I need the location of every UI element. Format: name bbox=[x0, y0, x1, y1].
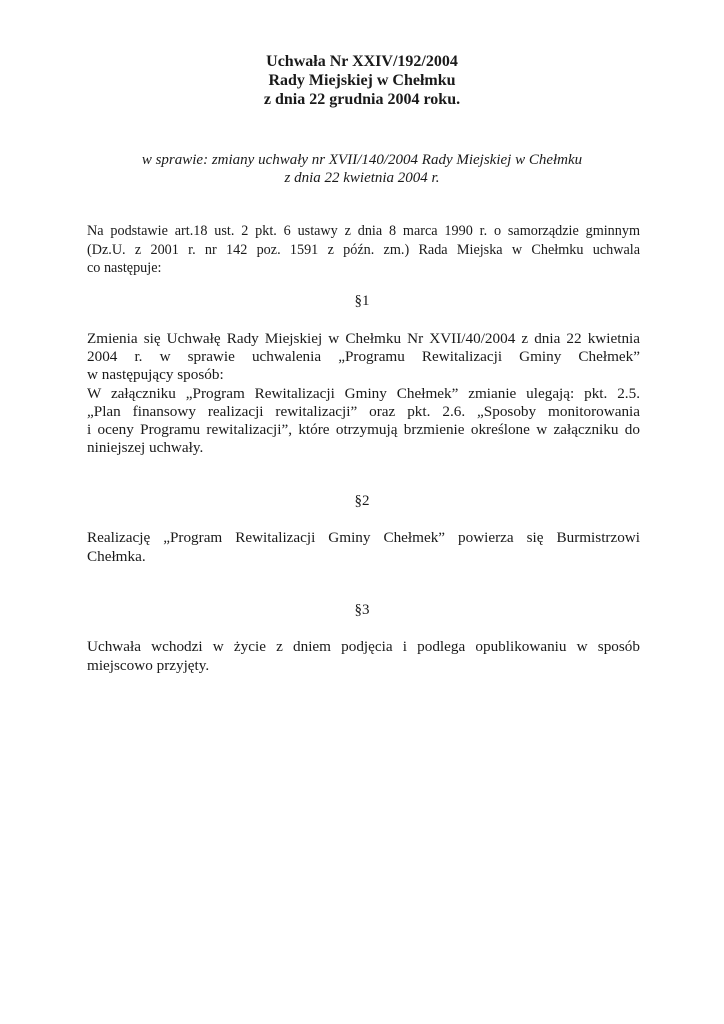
section-3-mark: §3 bbox=[354, 602, 370, 618]
paragraph-line: Chełmka. bbox=[87, 547, 146, 565]
resolution-number: Uchwała Nr XXIV/192/2004 bbox=[266, 53, 458, 70]
paragraph-line: co następuje: bbox=[87, 260, 162, 276]
paragraph-line: miejscowo przyjęty. bbox=[87, 656, 210, 674]
subject-line: z dnia 22 kwietnia 2004 r. bbox=[284, 170, 440, 186]
section-2-paragraph bbox=[87, 529, 640, 566]
section-1-paragraph bbox=[87, 330, 640, 457]
paragraph-line: „Plan finansowy realizacji rewitalizacji” oraz pkt. 2.6. „Sposoby monitorowania bbox=[87, 402, 640, 420]
paragraph-line: W załączniku „Program Rewitalizacji Gminy Chełmek” zmianie ulegają: pkt. 2.5. bbox=[87, 384, 640, 402]
resolution-date: z dnia 22 grudnia 2004 roku. bbox=[263, 91, 461, 108]
paragraph-line: w następujący sposób: bbox=[87, 366, 224, 384]
paragraph-line: 2004 r. w sprawie uchwalenia „Programu Rewitalizacji Gminy Chełmek” bbox=[87, 348, 640, 366]
paragraph-line: Uchwała wchodzi w życie z dniem podjęcia i podlega opublikowaniu w sposób bbox=[87, 638, 640, 655]
paragraph-line: Realizację „Program Rewitalizacji Gminy Chełmek” powierza się Burmistrzowi bbox=[87, 529, 640, 546]
section-3-paragraph bbox=[87, 638, 640, 675]
resolution-council: Rady Miejskiej w Chełmku bbox=[268, 72, 456, 89]
section-1-mark: §1 bbox=[354, 293, 370, 309]
paragraph-line: (Dz.U. z 2001 r. nr 142 poz. 1591 z późn. zm.) Rada Miejska w Chełmku uchwala bbox=[87, 241, 640, 258]
legal-basis-paragraph bbox=[87, 222, 640, 278]
paragraph-line: Na podstawie art.18 ust. 2 pkt. 6 ustawy z dnia 8 marca 1990 r. o samorządzie gminnym bbox=[87, 223, 640, 239]
resolution-subject bbox=[0, 151, 724, 187]
paragraph-line: niniejszej uchwały. bbox=[87, 439, 204, 457]
paragraph-line: Zmienia się Uchwałę Rady Miejskiej w Chełmku Nr XVII/40/2004 z dnia 22 kwietnia bbox=[87, 330, 640, 347]
section-2-mark: §2 bbox=[354, 493, 370, 509]
paragraph-line: i oceny Programu rewitalizacji”, które otrzymują brzmienie określone w załączniku do bbox=[87, 421, 640, 439]
subject-line: w sprawie: zmiany uchwały nr XVII/140/2004 Rady Miejskiej w Chełmku bbox=[141, 152, 583, 168]
resolution-header bbox=[0, 52, 724, 109]
